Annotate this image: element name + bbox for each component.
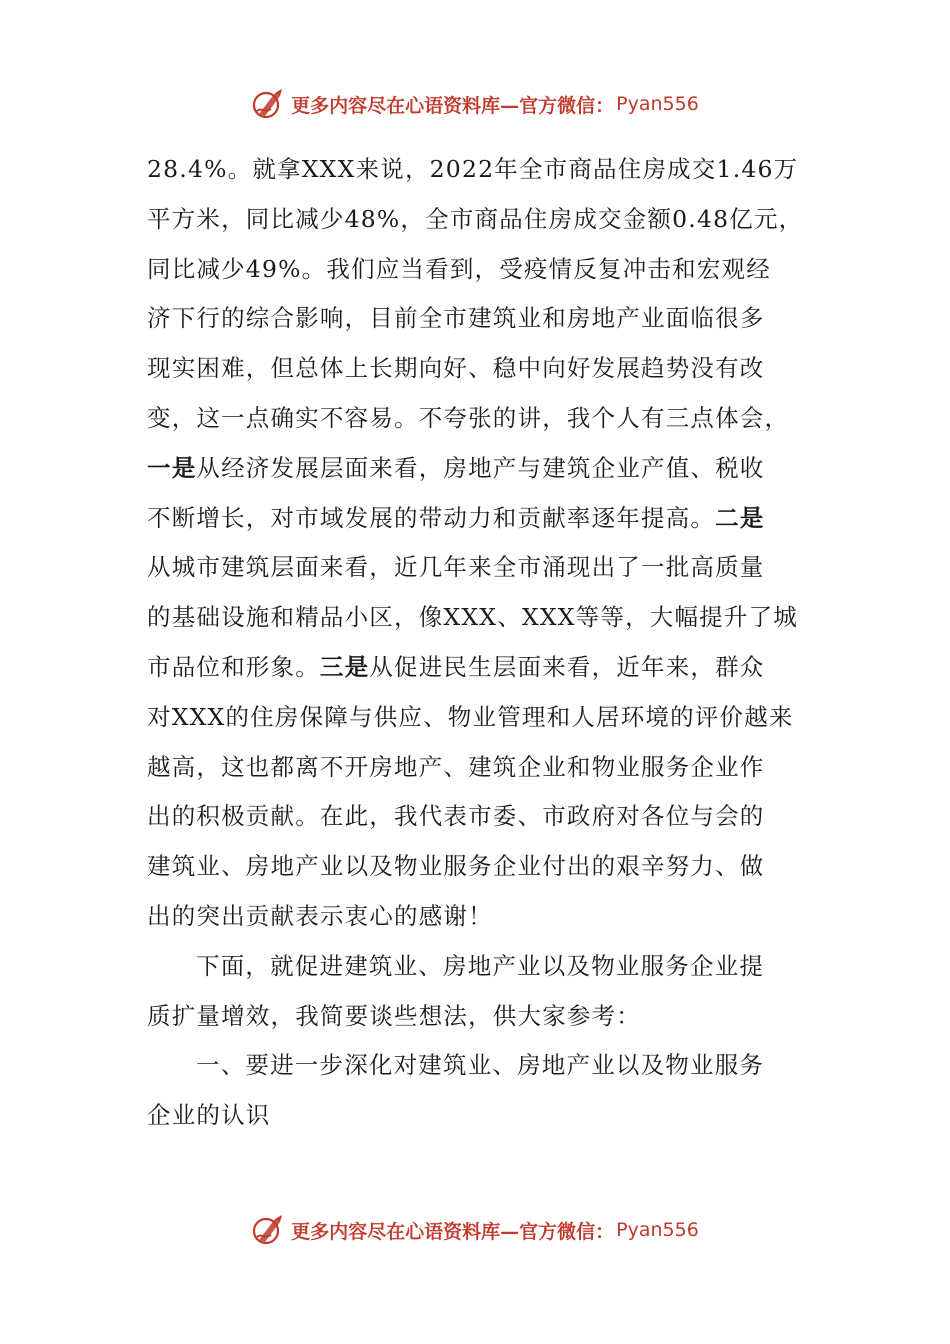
text-segment: 同比减少49%。我们应当看到，受疫情反复冲击和宏观经	[147, 254, 771, 283]
text-line	[147, 195, 817, 245]
text-segment: 现实困难，但总体上长期向好、稳中向好发展趋势没有改	[147, 354, 765, 383]
text-line	[147, 892, 817, 942]
text-segment: 济下行的综合影响，目前全市建筑业和房地产业面临很多	[147, 304, 765, 333]
text-line	[147, 792, 817, 842]
text-line	[147, 842, 817, 892]
text-segment: 建筑业、房地产业以及物业服务企业付出的艰辛努力、做	[147, 852, 765, 881]
text-segment: 出的积极贡献。在此，我代表市委、市政府对各位与会的	[147, 802, 765, 831]
text-segment: 越高，这也都离不开房地产、建筑企业和物业服务企业作	[147, 752, 765, 781]
pen-logo-icon	[251, 87, 285, 121]
text-segment: 质扩量增效，我简要谈些想法，供大家参考：	[147, 1001, 641, 1030]
text-segment: 一、要进一步深化对建筑业、房地产业以及物业服务	[196, 1051, 765, 1080]
text-segment: 出的突出贡献表示衷心的感谢！	[147, 901, 493, 930]
text-segment: 对XXX的住房保障与供应、物业管理和人居环境的评价越来	[147, 702, 794, 731]
text-line	[147, 543, 817, 593]
text-segment: 不断增长，对市域发展的带动力和贡献率逐年提高。	[147, 503, 716, 532]
bold-text-segment: 三是	[319, 652, 370, 681]
text-segment: 28.4%。就拿XXX来说，2022年全市商品住房成交1.46万	[147, 155, 799, 183]
text-line	[147, 743, 817, 793]
text-segment: 市品位和形象。	[147, 652, 320, 681]
text-segment: 下面，就促进建筑业、房地产业以及物业服务企业提	[196, 951, 765, 980]
text-line	[147, 145, 817, 195]
text-segment: 从促进民生层面来看，近年来，群众	[369, 652, 765, 681]
text-segment: 平方米，同比减少48%，全市商品住房成交金额0.48亿元，	[147, 204, 804, 233]
footer-banner	[0, 1210, 950, 1250]
text-line	[147, 494, 817, 544]
text-segment: 变，这一点确实不容易。不夸张的讲，我个人有三点体会，	[147, 403, 790, 432]
text-segment: 从城市建筑层面来看，近几年来全市涌现出了一批高质量	[147, 553, 765, 582]
text-segment: 的基础设施和精品小区，像XXX、XXX等等，大幅提升了城	[147, 603, 798, 632]
banner-text: 更多内容尽在心语资料库—官方微信：	[291, 94, 615, 117]
text-segment: 从经济发展层面来看，房地产与建筑企业产值、税收	[196, 453, 765, 482]
text-line	[147, 394, 817, 444]
text-line	[147, 245, 817, 295]
text-line	[147, 942, 817, 992]
document-body	[147, 145, 817, 1141]
pen-logo-icon	[251, 1213, 285, 1247]
text-line	[147, 643, 817, 693]
banner-wechat-id: Pyan556	[616, 93, 699, 115]
bold-text-segment: 二是	[715, 503, 765, 532]
banner-text: 更多内容尽在心语资料库—官方微信：	[291, 1220, 615, 1243]
bold-text-segment: 一是	[147, 453, 197, 482]
text-line	[147, 344, 817, 394]
text-line	[147, 593, 817, 643]
text-line	[147, 1041, 817, 1091]
text-line	[147, 444, 817, 494]
text-line	[147, 693, 817, 743]
banner-wechat-id: Pyan556	[616, 1219, 699, 1241]
text-line	[147, 1091, 817, 1141]
text-line	[147, 992, 817, 1042]
text-segment: 企业的认识	[147, 1101, 271, 1130]
text-line	[147, 294, 817, 344]
header-banner	[0, 84, 950, 124]
